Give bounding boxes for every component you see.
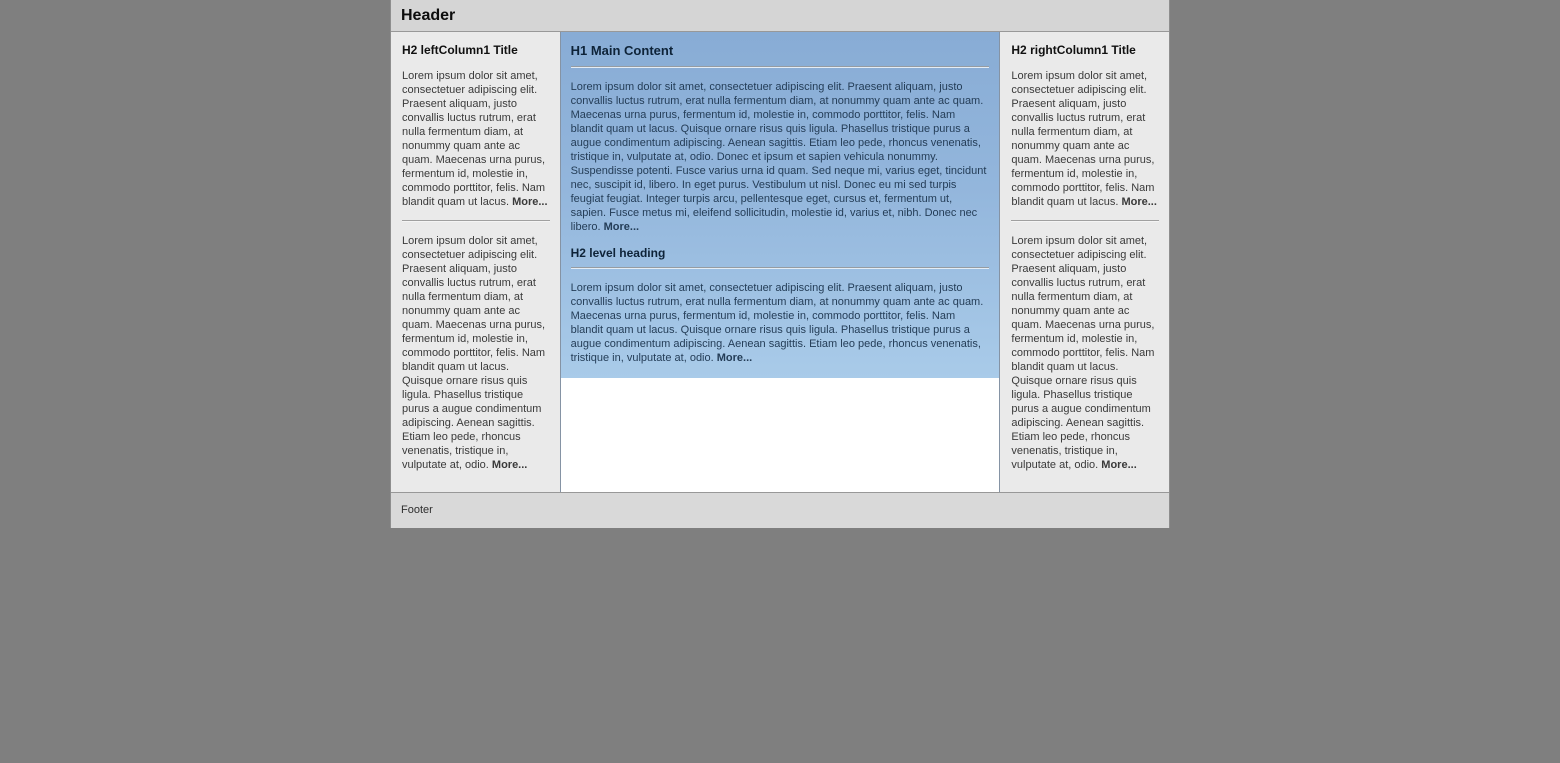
header-title: Header: [401, 7, 456, 24]
right-column-paragraph-1-text: Lorem ipsum dolor sit amet, consectetuer adipiscing elit. Praesent aliquam, justo convallis luctus rutrum, erat nulla fermentum diam, at nonummy quam ante ac quam. Maecenas urna purus, fermentum id, molestie in, commodo porttitor, felis. Nam blandit quam ut lacus.: [1011, 70, 1155, 208]
left-column-paragraph-2-text: Lorem ipsum dolor sit amet, consectetuer adipiscing elit. Praesent aliquam, justo convallis luctus rutrum, erat nulla fermentum diam, at nonummy quam ante ac quam. Maecenas urna purus, fermentum id, molestie in, commodo porttitor, felis. Nam blandit quam ut lacus. Quisque ornare risus quis ligula. Phasellus tristique purus a augue condimentum adipiscing. Aenean sagittis. Etiam leo pede, rhoncus venenatis, tristique in, vulputate at, odio.: [402, 235, 546, 471]
footer-label: Footer: [401, 504, 433, 516]
main-paragraph-2-text: Lorem ipsum dolor sit amet, consectetuer adipiscing elit. Praesent aliquam, justo convallis luctus rutrum, erat nulla fermentum diam, at nonummy quam ante ac quam. Maecenas urna purus, fermentum id, molestie in, commodo porttitor, felis. Nam blandit quam ut lacus. Quisque ornare risus quis ligula. Phasellus tristique purus a augue condimentum adipiscing. Aenean sagittis. Etiam leo pede, rhoncus venenatis, tristique in, vulputate at, odio.: [570, 282, 984, 364]
left-column-more-link-2[interactable]: More...: [491, 459, 528, 471]
right-column-paragraph-1: [1011, 69, 1159, 209]
left-column-divider: [402, 220, 550, 222]
main-column: [560, 32, 1001, 492]
header: [391, 0, 1169, 32]
main-content-panel: [561, 32, 1000, 378]
left-column-paragraph-1: [402, 69, 550, 209]
main-paragraph-1: [571, 80, 990, 234]
left-column-title: H2 leftColumn1 Title: [402, 43, 518, 57]
left-column: [391, 32, 560, 492]
right-column-title: H2 rightColumn1 Title: [1011, 43, 1136, 57]
left-column-paragraph-1-text: Lorem ipsum dolor sit amet, consectetuer adipiscing elit. Praesent aliquam, justo convallis luctus rutrum, erat nulla fermentum diam, at nonummy quam ante ac quam. Maecenas urna purus, fermentum id, molestie in, commodo porttitor, felis. Nam blandit quam ut lacus.: [402, 70, 546, 208]
columns-row: [391, 32, 1169, 492]
right-column: [1000, 32, 1169, 492]
footer: [391, 492, 1169, 528]
main-subheading: H2 level heading: [571, 246, 990, 269]
main-more-link-1[interactable]: More...: [603, 221, 640, 233]
right-column-more-link-1[interactable]: More...: [1121, 196, 1157, 208]
right-column-divider: [1011, 220, 1159, 222]
left-column-more-link-1[interactable]: More...: [512, 196, 548, 208]
main-heading: H1 Main Content: [571, 43, 990, 68]
main-paragraph-1-text: Lorem ipsum dolor sit amet, consectetuer adipiscing elit. Praesent aliquam, justo convallis luctus rutrum, erat nulla fermentum diam, at nonummy quam ante ac quam. Maecenas urna purus, fermentum id, molestie in, commodo porttitor, felis. Nam blandit quam ut lacus. Quisque ornare risus quis ligula. Phasellus tristique purus a augue condimentum adipiscing. Aenean sagittis. Etiam leo pede, rhoncus venenatis, tristique in, vulputate at, odio. Donec et ipsum et sapien vehicula nonummy. Suspendisse potenti. Fusce varius urna id quam. Sed neque mi, varius eget, tincidunt nec, suscipit id, libero. In eget purus. Vestibulum ut nisl. Donec eu mi sed turpis feugiat feugiat. Integer turpis arcu, pellentesque eget, cursus et, fermentum ut, sapien. Fusce metus mi, eleifend sollicitudin, molestie id, varius et, nibh. Donec nec libero.: [570, 81, 987, 233]
left-column-paragraph-2: [402, 234, 550, 472]
main-more-link-2[interactable]: More...: [716, 352, 753, 364]
page-wrapper: [390, 0, 1170, 528]
right-column-more-link-2[interactable]: More...: [1101, 459, 1137, 471]
right-column-paragraph-2: [1011, 234, 1159, 472]
main-paragraph-2: [571, 281, 990, 365]
right-column-paragraph-2-text: Lorem ipsum dolor sit amet, consectetuer adipiscing elit. Praesent aliquam, justo convallis luctus rutrum, erat nulla fermentum diam, at nonummy quam ante ac quam. Maecenas urna purus, fermentum id, molestie in, commodo porttitor, felis. Nam blandit quam ut lacus. Quisque ornare risus quis ligula. Phasellus tristique purus a augue condimentum adipiscing. Aenean sagittis. Etiam leo pede, rhoncus venenatis, tristique in, vulputate at, odio.: [1011, 235, 1155, 471]
